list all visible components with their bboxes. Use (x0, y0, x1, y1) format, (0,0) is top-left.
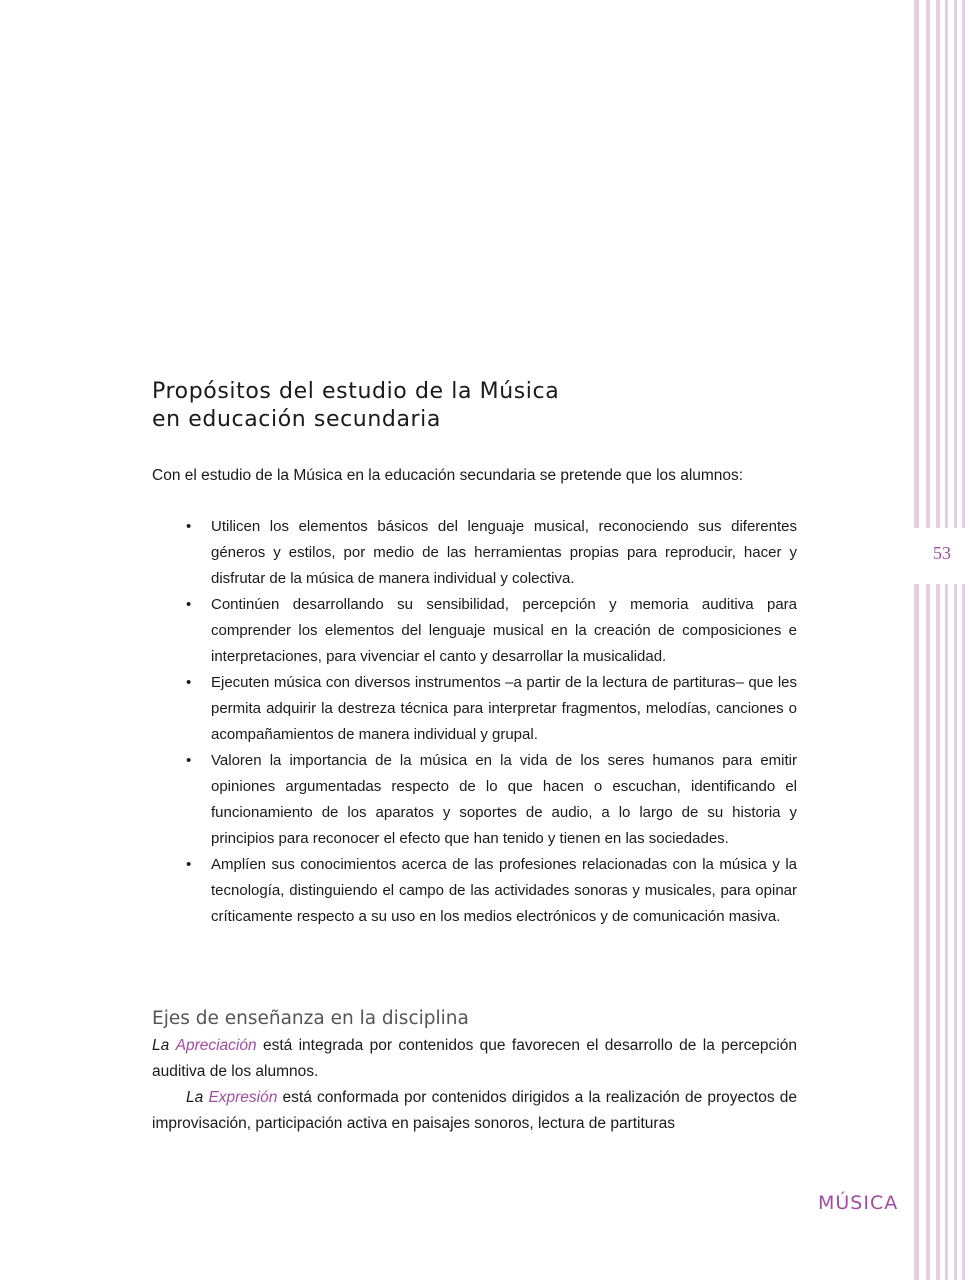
side-stripe (936, 0, 940, 1280)
paragraph-text: está integrada por contenidos que favorecen el desarrollo de la percepción auditiva de los alumnos. (152, 1037, 797, 1080)
side-stripe (945, 0, 948, 1280)
purposes-list (152, 514, 797, 930)
bullet-icon: • (186, 856, 192, 873)
list-item (152, 592, 797, 670)
term-apreciacion: Apreciación (175, 1037, 257, 1054)
paragraph-expresion (152, 1085, 797, 1137)
page-title (152, 378, 559, 434)
side-stripe (954, 0, 957, 1280)
bullet-icon: • (186, 674, 192, 691)
list-item-text: Utilicen los elementos básicos del lenguaje musical, reconociendo sus diferentes géneros y estilos, por medio de las herramientas propias para reproducir, hacer y disfrutar de la música de manera individual y colectiva. (211, 518, 797, 587)
side-stripe (914, 0, 919, 1280)
footer-subject-label: MÚSICA (818, 1192, 899, 1214)
section-body (152, 1033, 797, 1137)
paragraph-apreciacion (152, 1033, 797, 1085)
bullet-icon: • (186, 752, 192, 769)
list-item (152, 852, 797, 930)
list-item-text: Valoren la importancia de la música en la vida de los seres humanos para emitir opiniones argumentadas respecto de lo que hacen o escuchan, identificando el funcionamiento de los aparatos y soportes de audio, a lo largo de su historia y principios para reconocer el efecto que han tenido y tienen en las sociedades. (211, 752, 797, 847)
bullet-icon: • (186, 518, 192, 535)
term-expresion: Expresión (208, 1089, 278, 1106)
list-item-text: Continúen desarrollando su sensibilidad, percepción y memoria auditiva para comprender los elementos del lenguaje musical en la creación de composiciones e interpretaciones, para vivenciar el canto y desarrollar la musicalidad. (211, 596, 797, 665)
paragraph-lead: La (152, 1037, 170, 1054)
section-heading: Ejes de enseñanza en la disciplina (152, 1008, 469, 1029)
bullet-icon: • (186, 596, 192, 613)
page-title-line-2: en educación secundaria (152, 407, 441, 432)
list-item-text: Ejecuten música con diversos instrumentos –a partir de la lectura de partituras– que les permita adquirir la destreza técnica para interpretar fragmentos, melodías, canciones o acompañamientos de manera individual y grupal. (211, 674, 797, 743)
paragraph-lead: La (186, 1089, 204, 1106)
list-item (152, 748, 797, 852)
side-stripe (962, 0, 965, 1280)
page-number: 53 (933, 543, 951, 563)
decorative-side-stripes (914, 0, 972, 1280)
list-item (152, 514, 797, 592)
list-item (152, 670, 797, 748)
paragraph-text: está conformada por contenidos dirigidos a la realización de proyectos de improvisación, participación activa en paisajes sonoros, lectura de partituras (152, 1089, 798, 1132)
side-stripe (926, 0, 930, 1280)
intro-paragraph: Con el estudio de la Música en la educación secundaria se pretende que los alumnos: (152, 467, 744, 484)
list-item-text: Amplíen sus conocimientos acerca de las profesiones relacionadas con la música y la tecnología, distinguiendo el campo de las actividades sonoras y musicales, para opinar críticamente respecto a su uso en los medios electrónicos y de comunicación masiva. (211, 856, 797, 925)
page-title-line-1: Propósitos del estudio de la Música (152, 379, 560, 404)
